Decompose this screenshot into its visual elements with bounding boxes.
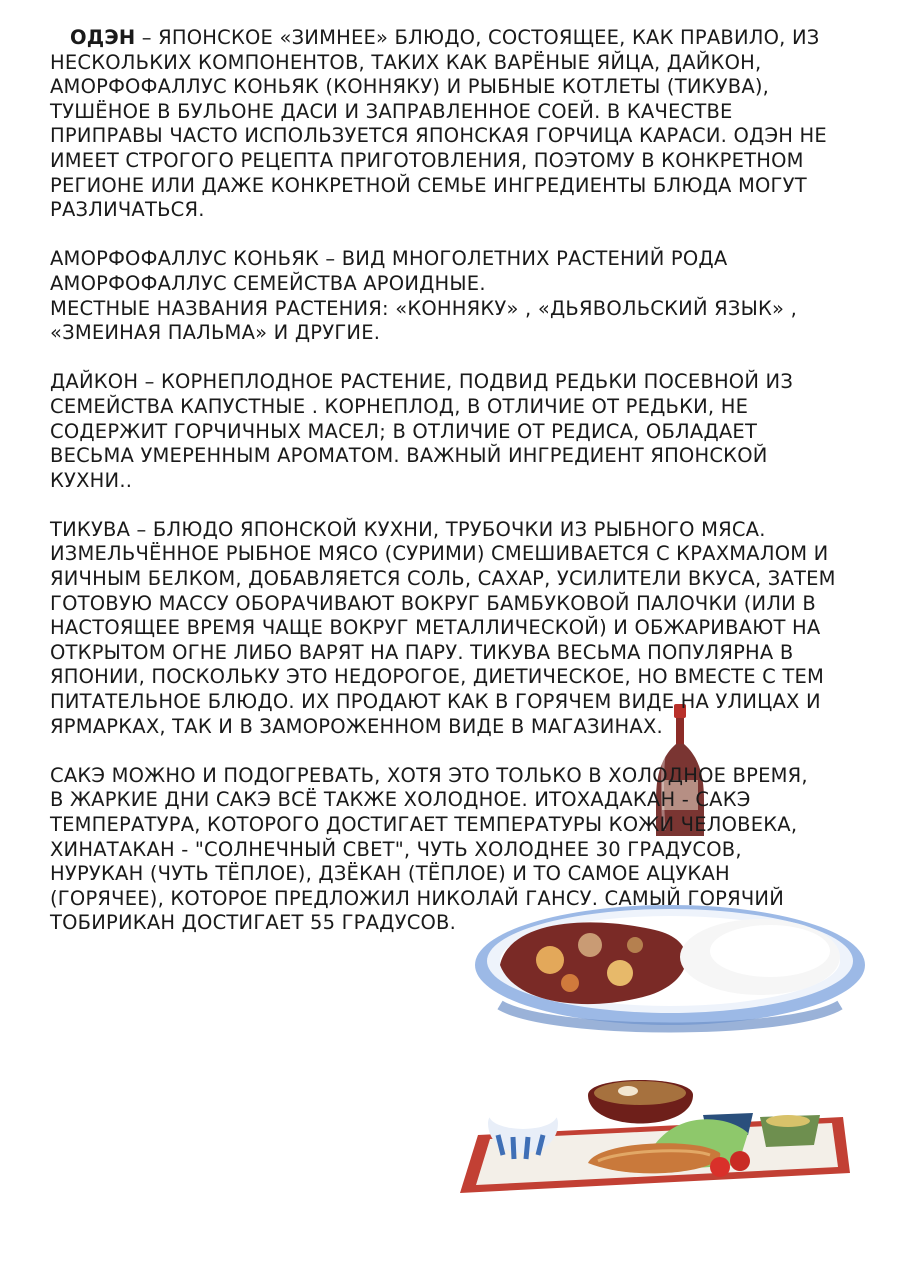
text-line: СЕМЕЙСТВА КАПУСТНЫЕ . КОРНЕПЛОД, В ОТЛИЧИЕ ОТ РЕДЬКИ, НЕ — [50, 394, 749, 418]
text-line: ИМЕЕТ СТРОГОГО РЕЦЕПТА ПРИГОТОВЛЕНИЯ, ПОЭТОМУ В КОНКРЕТНОМ — [50, 148, 804, 172]
paragraph-oden — [50, 26, 850, 223]
text-line: (ГОРЯЧЕЕ), КОТОРОЕ ПРЕДЛОЖИЛ НИКОЛАЙ ГАНСУ. САМЫЙ ГОРЯЧИЙ — [50, 886, 784, 910]
text-line: АМОРФОФАЛЛУС КОНЬЯК (КОННЯКУ) И РЫБНЫЕ КОТЛЕТЫ (ТИКУВА), — [50, 75, 770, 99]
text-line: КУХНИ.. — [50, 468, 133, 492]
paragraph-chikuwa — [50, 518, 850, 739]
text-line: ЯРМАРКАХ, ТАК И В ЗАМОРОЖЕННОМ ВИДЕ В МАГАЗИНАХ. — [50, 714, 663, 738]
text-line: АМОРФОФАЛЛУС СЕМЕЙСТВА АРОИДНЫЕ. — [50, 271, 486, 295]
text-line: ВЕСЬМА УМЕРЕННЫМ АРОМАТОМ. ВАЖНЫЙ ИНГРЕДИЕНТ ЯПОНСКОЙ — [50, 444, 768, 468]
text-line: В ЖАРКИЕ ДНИ САКЭ ВСЁ ТАКЖЕ ХОЛОДНОЕ. ИТОХАДАКАН - САКЭ — [50, 788, 751, 812]
text-line: ТЕМПЕРАТУРА, КОТОРОГО ДОСТИГАЕТ ТЕМПЕРАТУРЫ КОЖИ ЧЕЛОВЕКА, — [50, 813, 798, 836]
text-line: ПРИПРАВЫ ЧАСТО ИСПОЛЬЗУЕТСЯ ЯПОНСКАЯ ГОРЧИЦА КАРАСИ. ОДЭН НЕ — [50, 124, 827, 148]
paragraph-daikon — [50, 370, 850, 493]
text-line: ХИНАТАКАН - "СОЛНЕЧНЫЙ СВЕТ", ЧУТЬ ХОЛОДНЕЕ 30 ГРАДУСОВ, — [50, 837, 742, 861]
text-line: ОТКРЫТОМ ОГНЕ ЛИБО ВАРЯТ НА ПАРУ. ТИКУВА ВЕСЬМА ПОПУЛЯРНА В — [50, 640, 794, 664]
paragraph-sake — [50, 764, 850, 936]
text-line: ИЗМЕЛЬЧЁННОЕ РЫБНОЕ МЯСО (СУРИМИ) СМЕШИВАЕТСЯ С КРАХМАЛОМ И — [50, 542, 829, 566]
text-line: ГОТОВУЮ МАССУ ОБОРАЧИВАЮТ ВОКРУГ БАМБУКОВОЙ ПАЛОЧКИ (ИЛИ В — [50, 591, 816, 615]
text-line: «ЗМЕИНАЯ ПАЛЬМА» И ДРУГИЕ. — [50, 321, 381, 345]
text-line: РЕГИОНЕ ИЛИ ДАЖЕ КОНКРЕТНОЙ СЕМЬЕ ИНГРЕДИЕНТЫ БЛЮДА МОГУТ — [50, 173, 807, 197]
text-line: САКЭ МОЖНО И ПОДОГРЕВАТЬ, ХОТЯ ЭТО ТОЛЬКО В ХОЛОДНОЕ ВРЕМЯ, — [50, 763, 808, 787]
text-line: ПИТАТЕЛЬНОЕ БЛЮДО. ИХ ПРОДАЮТ КАК В ГОРЯЧЕМ ВИДЕ НА УЛИЦАХ И — [50, 690, 821, 714]
term-oden: ОДЭН — [70, 26, 136, 49]
text-line: РАЗЛИЧАТЬСЯ. — [50, 198, 205, 222]
text-line: СОДЕРЖИТ ГОРЧИЧНЫХ МАСЕЛ; В ОТЛИЧИЕ ОТ РЕДИСА, ОБЛАДАЕТ — [50, 419, 758, 443]
text-line: ЯПОНИИ, ПОСКОЛЬКУ ЭТО НЕДОРОГОЕ, ДИЕТИЧЕСКОЕ, НО ВМЕСТЕ С ТЕМ — [50, 665, 824, 689]
text-line: ТИКУВА – БЛЮДО ЯПОНСКОЙ КУХНИ, ТРУБОЧКИ ИЗ РЫБНОГО МЯСА. — [50, 517, 766, 541]
text-line: ТУШЁНОЕ В БУЛЬОНЕ ДАСИ И ЗАПРАВЛЕННОЕ СОЕЙ. В КАЧЕСТВЕ — [50, 99, 733, 123]
text-line: ДАЙКОН – КОРНЕПЛОДНОЕ РАСТЕНИЕ, ПОДВИД РЕДЬКИ ПОСЕВНОЙ ИЗ — [50, 370, 794, 394]
text-line: ЯИЧНЫМ БЕЛКОМ, ДОБАВЛЯЕТСЯ СОЛЬ, САХАР, УСИЛИТЕЛИ ВКУСА, ЗАТЕМ — [50, 567, 836, 591]
tonkatsu-set-meal-illustration — [448, 1075, 858, 1200]
text-line: НУРУКАН (ЧУТЬ ТЁПЛОЕ), ДЗЁКАН (ТЁПЛОЕ) И ТО САМОЕ АЦУКАН — [50, 862, 730, 886]
text-line: МЕСТНЫЕ НАЗВАНИЯ РАСТЕНИЯ: «КОННЯКУ» , «ДЬЯВОЛЬСКИЙ ЯЗЫК» , — [50, 296, 797, 320]
article-text — [50, 26, 850, 961]
paragraph-amorphophallus — [50, 247, 850, 345]
text-line: НЕСКОЛЬКИХ КОМПОНЕНТОВ, ТАКИХ КАК ВАРЁНЫЕ ЯЙЦА, ДАЙКОН, — [50, 50, 762, 74]
text-line: ОДЭН – ЯПОНСКОЕ «ЗИМНЕЕ» БЛЮДО, СОСТОЯЩЕЕ, КАК ПРАВИЛО, ИЗ — [70, 26, 820, 49]
text-line: АМОРФОФАЛЛУС КОНЬЯК – ВИД МНОГОЛЕТНИХ РАСТЕНИЙ РОДА — [50, 247, 728, 271]
text-line: НАСТОЯЩЕЕ ВРЕМЯ ЧАЩЕ ВОКРУГ МЕТАЛЛИЧЕСКОЙ) И ОБЖАРИВАЮТ НА — [50, 616, 821, 640]
text-line: ТОБИРИКАН ДОСТИГАЕТ 55 ГРАДУСОВ. — [50, 911, 457, 935]
